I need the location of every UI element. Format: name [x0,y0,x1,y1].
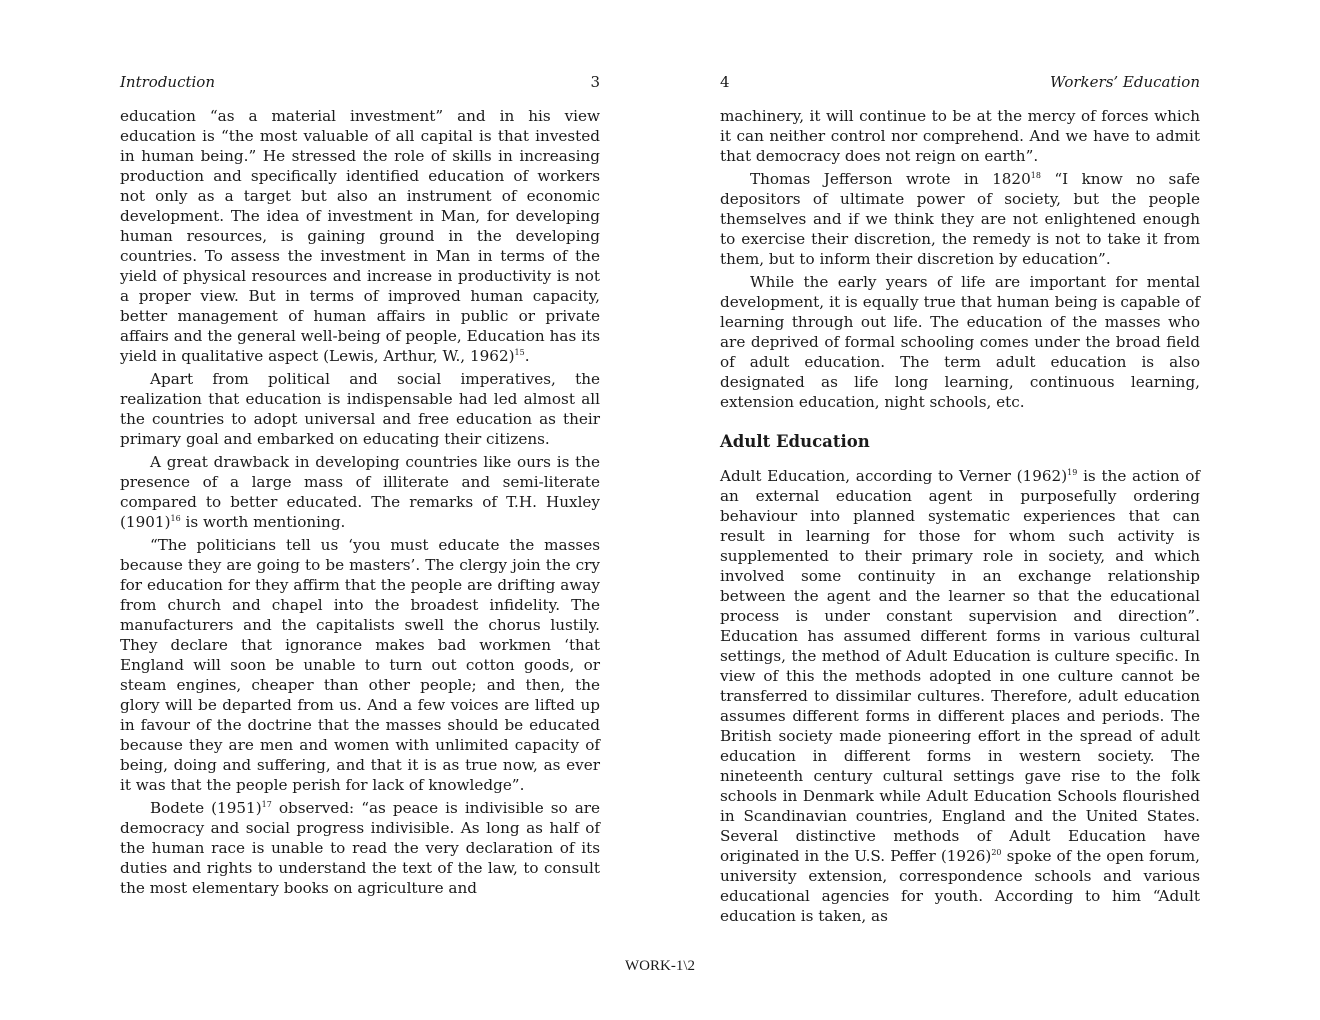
right-running-head [720,70,1200,94]
right-header-title: Workers’ Education [1049,73,1200,91]
right-page [720,70,1200,929]
left-paragraph-5: Bodete $(1951)^{17}$ observed: “as peace is indivisible so are democracy and social progress indivisible. As long as half of the human race is unable to read the very declaration of its duties and rights to understand the text of the law, to consult the most elementary books on agriculture and [120,799,600,897]
left-page-number: 3 [590,73,600,91]
right-paragraph-1: machinery, it will continue to be at the mercy of forces which it can neither control nor comprehend. And we have to admit that democracy does not reign on earth”. [720,107,1200,165]
left-page [120,70,600,901]
section-heading: Adult Education [720,432,870,451]
left-paragraph-4: “The politicians tell us ‘you must educate the masses because they are going to be masters’. The clergy join the cry for education for they affirm that the people are drifting away from church and chapel into the broadest infidelity. The manufacturers and the capitalists swell the chorus lustily. They declare that ignorance makes bad workmen ‘that England will soon be unable to turn out cotton goods, or steam engines, cheaper than other people; and then, the glory will be departed from us. And a few voices are lifted up in favour of the doctrine that the masses should be educated because they are men and women with unlimited capacity of being, doing and suffering, and that it is as true now, as ever it was that the people perish for lack of knowledge”. [120,536,600,794]
left-header-title: Introduction [120,73,215,91]
left-paragraph-1: education “as a material investment” and in his view education is “the most valuable of all capital is that invested in human being.” He stressed the role of skills in increasing production and specifically identified education of workers not only as a target but also an instrument of economic development. The idea of investment in Man, for developing human resources, is gaining ground in the developing countries. To assess the investment in Man in terms of the yield of physical resources and increase in productivity is not a proper view. But in terms of improved human capacity, better management of human affairs in public or private affairs and the general well-being of people, Education has its yield in qualitative aspect (Lewis, Arthur, W., 1962)$^{15}$. [120,107,600,365]
right-paragraph-2: Thomas Jefferson wrote in 1820$^{18}$ “I know no safe depositors of ultimate power of society, but the people themselves and if we think they are not enlightened enough to exercise their discretion, the remedy is not to take it from them, but to inform their discretion by education”. [720,170,1200,268]
right-paragraph-3: While the early years of life are important for mental development, it is equally true that human being is capable of learning through out life. The education of the masses who are deprived of formal schooling comes under the broad field of adult education. The term adult education is also designated as life long learning, continuous learning, extension education, night schools, etc. [720,273,1200,411]
footer-code: WORK-1\2 [625,958,695,974]
left-running-head [120,70,600,94]
right-page-number: 4 [720,73,730,91]
left-paragraph-3: A great drawback in developing countries like ours is the presence of a large mass of illiterate and semi-literate compared to better educated. The remarks of T.H. Huxley $(1901)^{16}$ is worth mentioning. [120,453,600,531]
left-paragraph-2: Apart from political and social imperatives, the realization that education is indispensable had led almost all the countries to adopt universal and free education as their primary goal and embarked on educating their citizens. [120,370,600,448]
section-paragraph: Adult Education, according to Verner $(1962)^{19}$ is the action of an external education agent in purposefully ordering behaviour into planned systematic experiences that can result in learning for those for whom such activity is supplemented to their primary role in society, and which involved some continuity in an exchange relationship between the agent and the learner so that the educational process is under constant supervision and direction”. Education has assumed different forms in various cultural settings, the method of Adult Education is culture specific. In view of this the methods adopted in one culture cannot be transferred to dissimilar cultures. Therefore, adult education assumes different forms in different places and periods. The British society made pioneering effort in the spread of adult education in different forms in western society. The nineteenth century cultural settings gave rise to the folk schools in Denmark while Adult Education Schools flourished in Scandinavian countries, England and the United States. Several distinctive methods of Adult Education have originated in the U.S. Peffer $(1926)^{20}$ spoke of the open forum, university extension, correspondence schools and various educational agencies for youth. According to him “Adult education is taken, as [720,467,1201,925]
